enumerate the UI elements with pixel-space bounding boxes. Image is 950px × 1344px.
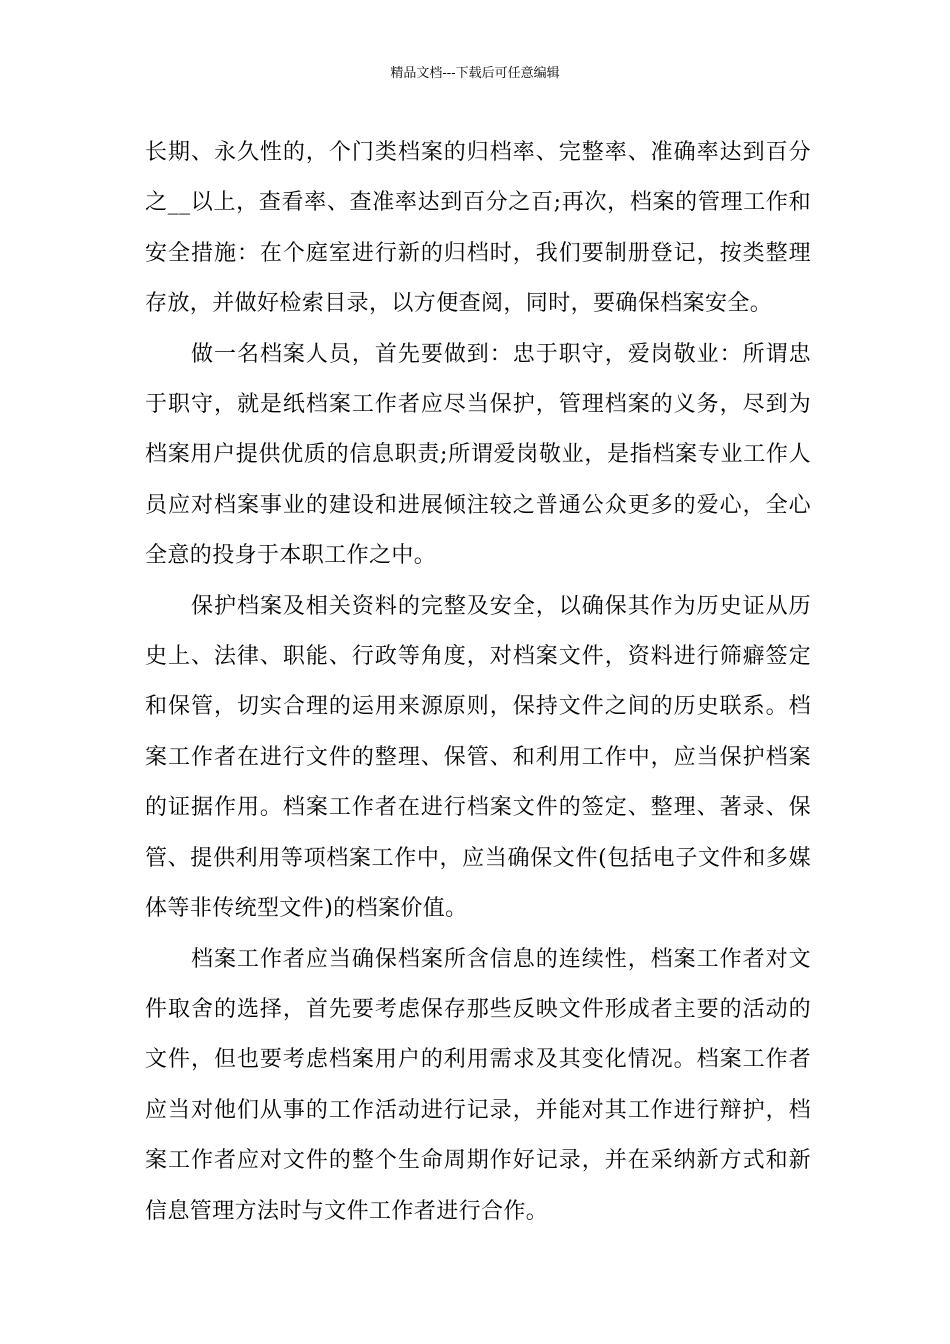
page-header: 精品文档---下载后可任意编辑: [390, 66, 560, 81]
paragraph-information-continuity: 档案工作者应当确保档案所含信息的连续性，档案工作者对文件取舍的选择，首先要考虑保存那些反映文件形成者主要的活动的文件，但也要考虑档案用户的利用需求及其变化情况。档案工作者应当对他们从事的工作活动进行记录，并能对其工作进行辩护，档案工作者应对文件的整个生命周期作好记录，并在采纳新方式和新信息管理方法时与文件工作者进行合作。: [145, 946, 811, 1224]
document-body: [145, 128, 811, 1237]
paragraph-continuation: 长期、永久性的，个门类档案的归档率、完整率、准确率达到百分之__以上，查看率、查准率达到百分之百;再次，档案的管理工作和安全措施：在个庭室进行新的归档时，我们要制册登记，按类整理存放，并做好检索目录，以方便查阅，同时，要确保档案安全。: [145, 140, 811, 317]
paragraph-archivist-duty: 做一名档案人员，首先要做到：忠于职守，爱岗敬业：所谓忠于职守，就是纸档案工作者应尽当保护，管理档案的义务，尽到为档案用户提供优质的信息职责;所谓爱岗敬业，是指档案专业工作人员应对档案事业的建设和进展倾注较之普通公众更多的爱心，全心全意的投身于本职工作之中。: [145, 341, 811, 569]
paragraph-archive-protection: 保护档案及相关资料的完整及安全，以确保其作为历史证从历史上、法律、职能、行政等角度，对档案文件，资料进行筛癖签定和保管，切实合理的运用来源原则，保持文件之间的历史联系。档案工作者在进行文件的整理、保管、和利用工作中，应当保护档案的证据作用。档案工作者在进行档案文件的签定、整理、著录、保管、提供利用等项档案工作中，应当确保文件(包括电子文件和多媒体等非传统型文件)的档案价值。: [145, 593, 811, 922]
